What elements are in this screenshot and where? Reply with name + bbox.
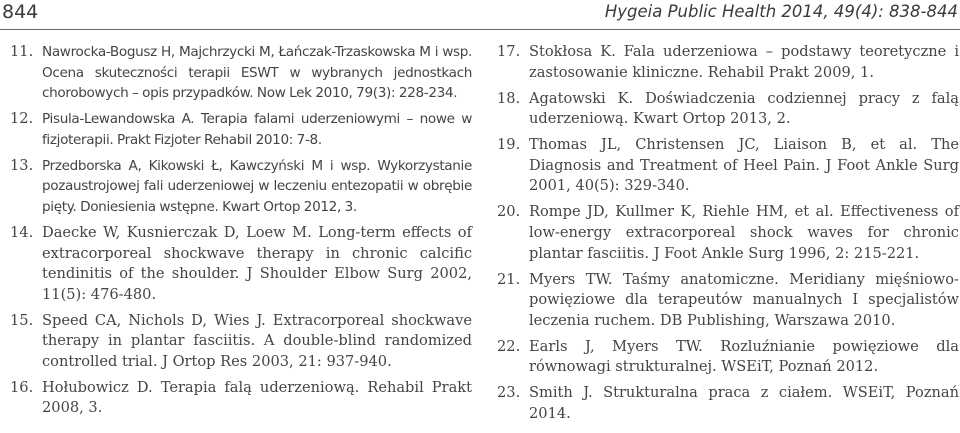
reference-item [497,383,959,424]
reference-text: Przedborska A, Kikowski Ł, Kawczyński M i wsp. Wykorzystanie pozaustrojowej fali uderzeniowej w leczeniu entezopatii w obrębie pięty. Doniesienia wstępne. Kwart Ortop 2012, 3. [42,157,472,215]
header-divider [0,29,960,30]
reference-number: 14. [10,223,34,241]
reference-item [497,337,959,378]
reference-number: 23. [497,384,521,402]
reference-item [10,223,472,305]
reference-number: 15. [10,311,34,329]
reference-text: Smith J. Strukturalna praca z ciałem. WSEiT, Poznań 2014. [529,384,959,422]
reference-number: 16. [10,378,34,396]
reference-text: Agatowski K. Doświadczenia codziennej pracy z falą uderzeniową. Kwart Ortop 2013, 2. [529,89,959,128]
page-number: 844 [2,1,39,23]
reference-item [10,378,472,419]
reference-item [497,42,959,83]
reference-text: Hołubowicz D. Terapia falą uderzeniową. Rehabil Prakt 2008, 3. [42,378,472,417]
reference-number: 11. [10,43,34,60]
reference-number: 12. [10,110,34,128]
references-left-column [10,42,472,424]
reference-item [10,109,472,150]
reference-text: Earls J, Myers TW. Rozluźnianie powięziowe dla równowagi strukturalnej. WSEiT, Poznań 2012. [529,337,959,376]
reference-item [10,311,472,373]
reference-number: 17. [497,43,521,60]
reference-item [10,42,472,104]
reference-item [10,156,472,218]
journal-citation: Hygeia Public Health 2014, 49(4): 838-844 [604,2,958,21]
reference-text: Nawrocka-Bogusz H, Majchrzycki M, Łańczak-Trzaskowska M i wsp. Ocena skuteczności terapii ESWT w wybranych jednostkach chorobowych – opis przypadków. Now Lek 2010, 79(3): 228-234. [42,44,472,102]
reference-number: 18. [497,89,521,107]
reference-item [497,270,959,332]
reference-number: 22. [497,337,521,355]
reference-item [497,89,959,130]
reference-text: Rompe JD, Kullmer K, Riehle HM, et al. Effectiveness of low-energy extracorporeal shock waves for chronic plantar fasciitis. J Foot Ankle Surg 1996, 2: 215-221. [529,203,959,262]
reference-text: Pisula-Lewandowska A. Terapia falami uderzeniowymi – nowe w fizjoterapii. Prakt Fizjoter Rehabil 2010: 7-8. [42,111,472,148]
reference-text: Stokłosa K. Fala uderzeniowa – podstawy teoretyczne i zastosowanie kliniczne. Rehabil Prakt 2009, 1. [529,43,959,81]
reference-item [497,202,959,264]
reference-text: Thomas JL, Christensen JC, Liaison B, et al. The Diagnosis and Treatment of Heel Pain. J Foot Ankle Surg 2001, 40(5): 329-340. [529,136,959,195]
reference-text: Speed CA, Nichols D, Wies J. Extracorporeal shockwave therapy in plantar fasciitis. A double-blind randomized controlled trial. J Ortop Res 2003, 21: 937-940. [42,311,472,370]
reference-number: 20. [497,203,521,221]
reference-text: Myers TW. Taśmy anatomiczne. Meridiany mięśniowo-powięziowe dla terapeutów manualnych I specjalistów leczenia ruchem. DB Publishing, Warszawa 2010. [529,270,959,329]
reference-item [497,135,959,197]
references-right-column [497,42,959,430]
reference-number: 19. [497,136,521,154]
page-header [0,0,960,26]
reference-text: Daecke W, Kusnierczak D, Loew M. Long-term effects of extracorporeal shockwave therapy in chronic calcific tendinitis of the shoulder. J Shoulder Elbow Surg 2002, 11(5): 476-480. [42,223,472,303]
reference-number: 13. [10,156,34,174]
reference-number: 21. [497,270,521,288]
